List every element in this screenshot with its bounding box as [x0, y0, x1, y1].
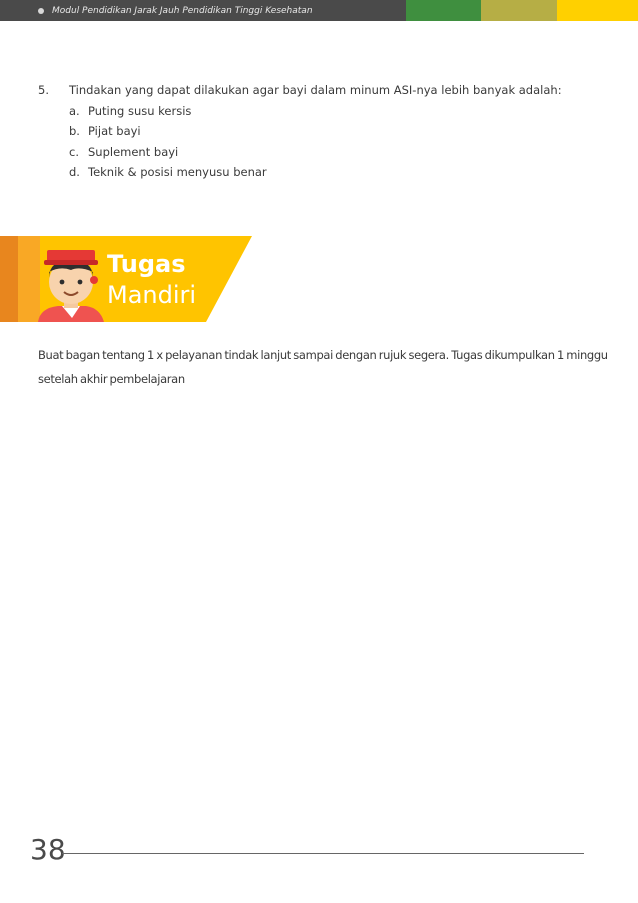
question-text: Tindakan yang dapat dilakukan agar bayi dalam minum ASI-nya lebih banyak adalah: — [69, 83, 562, 97]
header-title: Modul Pendidikan Jarak Jauh Pendidikan Tinggi Kesehatan — [52, 5, 313, 16]
option-b: b. Pijat bayi — [69, 124, 141, 138]
banner-title-tugas: Tugas — [107, 250, 186, 278]
header-color-bar-green — [406, 0, 481, 21]
header-color-bar-yellow — [557, 0, 638, 21]
banner-title-mandiri: Mandiri — [107, 281, 197, 309]
header-title-block — [0, 0, 406, 21]
tugas-mandiri-banner — [0, 236, 252, 322]
option-c: c. Suplement bayi — [69, 144, 179, 159]
bullet-dot-icon — [38, 8, 44, 14]
option-a: a. Puting susu kersis — [69, 103, 192, 118]
footer-divider — [62, 853, 584, 854]
header-color-bar-olive — [481, 0, 557, 21]
page-number: 38 — [30, 833, 66, 866]
answer-options — [69, 101, 267, 183]
page-header — [0, 0, 638, 21]
task-instructions: Buat bagan tentang 1 x pelayanan tindak lanjut sampai dengan rujuk segera. Tugas dikumpulkan 1 minggu setelah akhir pembelajaran — [38, 348, 608, 386]
option-d: d. Teknik & posisi menyusu benar — [69, 165, 267, 179]
question-number: 5. — [38, 83, 49, 97]
